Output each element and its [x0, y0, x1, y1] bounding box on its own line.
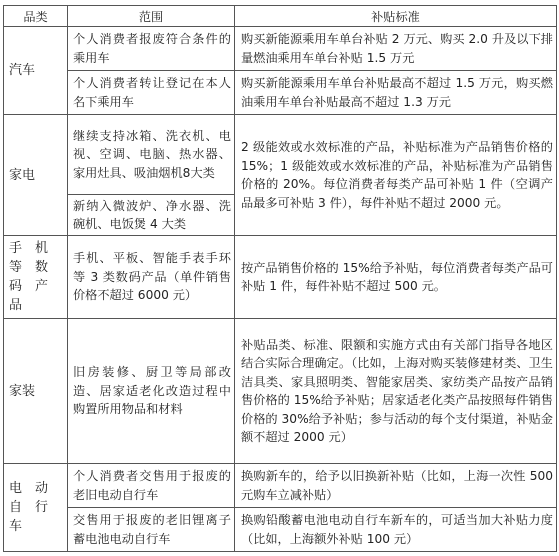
standard-cell: 购买新能源乘用车单台补贴 2 万元、购买 2.0 升及以下排量燃油乘用车单台补贴 1.5 万元: [235, 27, 557, 71]
category-digital-line: 码 产: [9, 279, 49, 294]
scope-cell: 个人消费者交售用于报废的老旧电动自行车: [68, 464, 235, 508]
scope-cell: 继续支持冰箱、洗衣机、电视、空调、电脑、热水器、家用灶具、吸油烟机8大类: [68, 115, 235, 195]
category-ebike-line: 电 动: [9, 481, 49, 496]
standard-cell: 换购新车的，给予以旧换新补贴（比如，上海一次性 500 元购车立减补贴）: [235, 464, 557, 508]
header-scope: 范围: [68, 6, 235, 27]
category-ebike: [4, 464, 68, 552]
category-digital-line: 手 机: [9, 241, 49, 256]
category-appliance: 家电: [4, 115, 68, 236]
header-standard: 补贴标准: [235, 6, 557, 27]
standard-cell: 按产品销售价格的 15%给予补贴，每位消费者每类产品可补贴 1 件，每件补贴不超过 500 元。: [235, 236, 557, 319]
category-car: 汽车: [4, 27, 68, 115]
standard-cell: 购买新能源乘用车单台补贴最高不超过 1.5 万元，购买燃油乘用车单台补贴最高不超过 1.3 万元: [235, 71, 557, 115]
scope-cell: 新纳入微波炉、净水器、洗碗机、电饭煲 4 大类: [68, 195, 235, 236]
scope-cell: 交售用于报废的老旧锂离子蓄电池电动自行车: [68, 508, 235, 552]
scope-cell: 个人消费者报废符合条件的乘用车: [68, 27, 235, 71]
table-row: [4, 115, 557, 195]
standard-cell: 补贴品类、标准、限额和实施方式由有关部门指导各地区结合实际合理确定。（比如，上海对购买装修建材类、卫生洁具类、家具照明类、智能家居类、家纺类产品按产品销售价格的 15%给予补贴；居家适老化类产品按照每件销售价格的 30%给予补贴；参与活动的每个支付渠道，补贴金额不超过 2000 元）: [235, 319, 557, 464]
category-home: 家装: [4, 319, 68, 464]
scope-cell: 个人消费者转让登记在本人名下乘用车: [68, 71, 235, 115]
table-row: [4, 319, 557, 464]
category-ebike-line: 自 行: [9, 500, 49, 515]
header-row: [4, 6, 557, 27]
table-row: [4, 508, 557, 552]
table-row: [4, 27, 557, 71]
scope-cell: 手机、平板、智能手表手环等 3 类数码产品（单件销售价格不超过 6000 元）: [68, 236, 235, 319]
category-digital: [4, 236, 68, 319]
table-row: [4, 464, 557, 508]
subsidy-table: [3, 5, 557, 552]
category-digital-line: 品: [9, 298, 23, 313]
category-ebike-line: 车: [9, 519, 23, 534]
table-row: [4, 71, 557, 115]
category-digital-line: 等 数: [9, 260, 49, 275]
header-category: 品类: [4, 6, 68, 27]
table-row: [4, 236, 557, 319]
standard-cell: 换购铅酸蓄电池电动自行车新车的，可适当加大补贴力度（比如，上海额外补贴 100 元）: [235, 508, 557, 552]
scope-cell: 旧房装修、厨卫等局部改造、居家适老化改造过程中购置所用物品和材料: [68, 319, 235, 464]
standard-cell: 2 级能效或水效标准的产品，补贴标准为产品销售价格的 15%；1 级能效或水效标准的产品，补贴标准为产品销售价格的 20%。每位消费者每类产品可补贴 1 件（空调产品最多可补贴 3 件），每件补贴不超过 2000 元。: [235, 115, 557, 236]
